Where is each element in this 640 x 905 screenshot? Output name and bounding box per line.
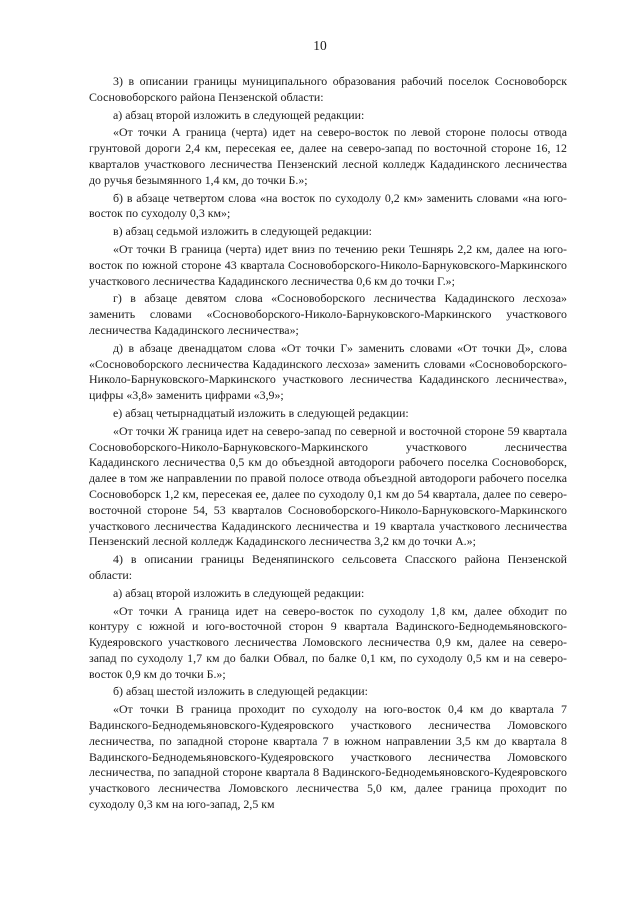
- paragraph-3a-text: «От точки А граница (черта) идет на северо-восток по левой стороне полосы отвода грунтовой дороги 2,4 км, пересекая ее, далее на северо-запад по восточной стороне 16, 12 кварталов участкового лесничества Пензенский лесной колледж Кададинского лесничества до ручья безымянного 1,4 км, до точки Б.»;: [89, 125, 567, 187]
- paragraph-3d: д) в абзаце двенадцатом слова «От точки Г» заменить словами «От точки Д», слова «Сосновоборского лесничества Кададинского лесхоза» заменить словами «Сосновоборского-Николо-Барнуковского-Маркинского участкового лесничества Кададинского лесничества», цифры «3,8» заменить цифрами «3,9»;: [89, 340, 567, 403]
- paragraph-4-intro: 4) в описании границы Веденяпинского сельсовета Спасского района Пензенской области:: [89, 552, 567, 582]
- paragraph-3-intro: 3) в описании границы муниципального образования рабочий поселок Сосновоборск Сосновоборского района Пензенской области:: [89, 74, 567, 104]
- paragraph-3v-heading: в) абзац седьмой изложить в следующей редакции:: [113, 224, 372, 239]
- document-body: [89, 74, 567, 815]
- paragraph-3e-heading: е) абзац четырнадцатый изложить в следующей редакции:: [113, 405, 409, 420]
- paragraph-3b: б) в абзаце четвертом слова «на восток по суходолу 0,2 км» заменить словами «на юго-восток по суходолу 0,3 км»;: [89, 190, 567, 221]
- paragraph-4b-heading: б) абзац шестой изложить в следующей редакции:: [113, 684, 368, 699]
- paragraph-4b-text: «От точки В граница проходит по суходолу на юго-восток 0,4 км до квартала 7 Вадинского-Беднодемьяновского-Кудеяровского участкового лесничества Ломовского лесничества, по западной стороне квартала 7 в южном направлении 3,5 км до квартала 8 Вадинского-Беднодемьяновского-Кудеяровского участкового лесничества Ломовского лесничества, по западной стороне квартала 8 Вадинского-Беднодемьяновского-Кудеяровского участкового лесничества Ломовского лесничества 5,0 км, далее граница проходит по суходолу 0,3 км на юго-запад, 2,5 км: [89, 702, 567, 812]
- paragraph-3a-heading: а) абзац второй изложить в следующей редакции:: [113, 107, 365, 122]
- paragraph-3v-text: «От точки В граница (черта) идет вниз по течению реки Тешнярь 2,2 км, далее на юго-восток по южной стороне 43 квартала Сосновоборского-Николо-Барнуковского-Маркинского участкового лесничества Кададинского лесничества 0,6 км до точки Г.»;: [89, 241, 567, 288]
- page-number: 10: [313, 38, 327, 53]
- paragraph-4a-text: «От точки А граница идет на северо-восток по суходолу 1,8 км, далее обходит по контуру с южной и юго-восточной сторон 9 квартала Вадинского-Беднодемьяновского-Кудеяровского участкового лесничества Ломовского лесничества 0,9 км, далее на северо-запад по суходолу 1,7 км до балки Обвал, по балке 0,1 км, по суходолу 0,5 км и на северо-восток 0,9 км до точки Б.»;: [89, 603, 567, 681]
- paragraph-3e-text: «От точки Ж граница идет на северо-запад по северной и восточной стороне 59 квартала Сосновоборского-Николо-Барнуковского-Маркинского участкового лесничества Кададинского лесничества 0,5 км до объездной автодороги рабочего поселка Сосновоборск, далее в том же направлении по правой полосе отвода объездной автодороги рабочего поселка Сосновоборск 1,2 км, пересекая ее, далее по суходолу 0,1 км до 54 квартала, далее по северо-восточной стороне 54, 53 кварталов Сосновоборского-Николо-Барнуковского-Маркинского участкового лесничества Кададинского лесничества и 19 квартала участкового лесничества Пензенский лесной колледж Кададинского лесничества 3,2 км до точки А.»;: [89, 423, 567, 549]
- paragraph-4a-heading: а) абзац второй изложить в следующей редакции:: [113, 585, 365, 600]
- paragraph-3g: г) в абзаце девятом слова «Сосновоборского лесничества Кададинского лесхоза» заменить словами «Сосновоборского-Николо-Барнуковского-Маркинского участкового лесничества Кададинского лесничества»;: [89, 291, 567, 337]
